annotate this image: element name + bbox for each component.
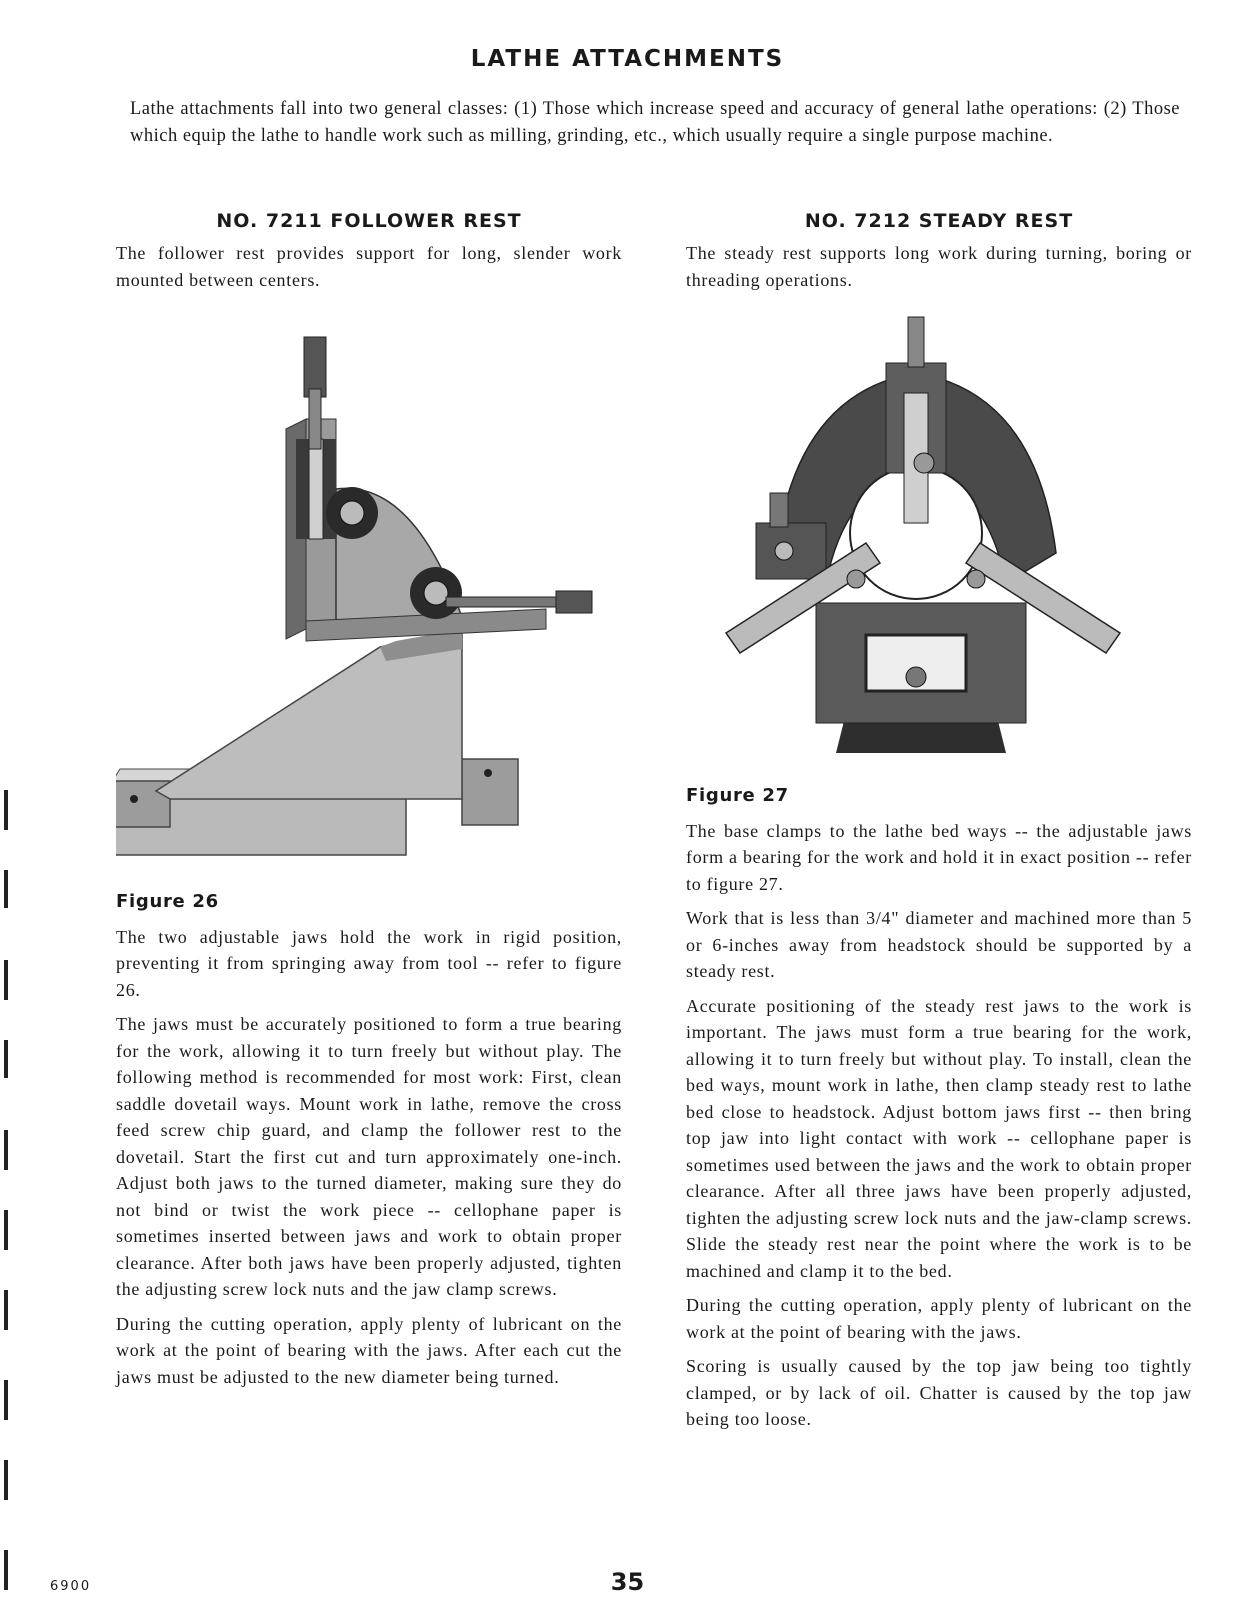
page-title: LATHE ATTACHMENTS [470, 46, 785, 72]
steady-rest-paragraph-1: The base clamps to the lathe bed ways -- the adjustable jaws form a bearing for the work and hold it in exact position -- refer to figure 27. [686, 820, 1192, 894]
scan-edge-mark [4, 1210, 8, 1250]
scan-edge-mark [4, 960, 8, 1000]
steady-rest-paragraph-2: Work that is less than 3/4" diameter and machined more than 5 or 6-inches away from headstock should be supported by a steady rest. [686, 908, 1192, 981]
intro-paragraph: Lathe attachments fall into two general classes: (1) Those which increase speed and accuracy of general lathe operations: (2) Those which equip the lathe to handle work such as milling, grinding, etc., which usually require a single purpose machine. [130, 99, 1180, 146]
scan-edge-mark [4, 1040, 8, 1078]
steady-rest-section [686, 210, 1192, 1441]
follower-rest-paragraph-2: The jaws must be accurately positioned to form a true bearing for the work, allowing it to turn freely but without play. The following method is recommended for most work: First, clean saddle dovetail ways. Mount work in lathe, remove the cross feed screw chip guard, and clamp the follower rest to the dovetail. Start the first cut and turn approximately one-inch. Adjust both jaws to the turned diameter, making sure they do not bind or twist the work piece -- cellophane paper is sometimes inserted between jaws and work to obtain proper clearance. After both jaws have been properly adjusted, tighten the adjusting screw lock nuts and the jaw clamp screws. [116, 1014, 622, 1299]
scan-edge-mark [4, 790, 8, 830]
steady-rest-heading: NO. 7212 STEADY REST [804, 210, 1074, 232]
steady-rest-lead: The steady rest supports long work during turning, boring or threading operations. [686, 243, 1192, 290]
follower-rest-paragraph-1: The two adjustable jaws hold the work in rigid position, preventing it from springing away from tool -- refer to figure 26. [116, 926, 622, 1000]
figure-26-caption: Figure 26 [116, 891, 219, 912]
follower-rest-figure [116, 329, 622, 889]
scan-edge-mark [4, 1130, 8, 1170]
follower-rest-paragraph-3: During the cutting operation, apply plenty of lubricant on the work at the point of bearing with the jaws. After each cut the jaws must be adjusted to the new diameter being turned. [116, 1313, 622, 1387]
scan-edge-mark [4, 870, 8, 908]
follower-rest-section [116, 210, 622, 1398]
footer-code: 6900 [50, 1579, 92, 1594]
scan-edge-mark [4, 1290, 8, 1330]
scan-edge-mark [4, 1380, 8, 1420]
steady-rest-paragraph-5: Scoring is usually caused by the top jaw being too tightly clamped, or by lack of oil. Chatter is caused by the top jaw being too loose. [686, 1356, 1192, 1429]
steady-rest-paragraph-4: During the cutting operation, apply plenty of lubricant on the work at the point of bearing with the jaws. [686, 1295, 1192, 1342]
steady-rest-paragraph-3: Accurate positioning of the steady rest jaws to the work is important. The jaws must form a true bearing for the work, allowing it to turn freely but without play. To install, clean the bed ways, mount work in lathe, then clamp steady rest to lathe bed close to headstock. Adjust bottom jaws first -- then bring top jaw into light contact with work -- cellophane paper is sometimes used between the jaws and the work to obtain proper clearance. After all three jaws have been properly adjusted, tighten the adjusting screw lock nuts and the jaw-clamp screws. Slide the steady rest near the point where the work is to be machined and clamp it to the bed. [686, 995, 1192, 1281]
steady-rest-illustration [686, 313, 1192, 783]
figure-27-caption: Figure 27 [686, 785, 789, 806]
follower-rest-lead: The follower rest provides support for long, slender work mounted between centers. [116, 243, 622, 290]
scan-edge-mark [4, 1460, 8, 1500]
follower-rest-heading: NO. 7211 FOLLOWER REST [216, 210, 522, 232]
follower-rest-illustration [116, 329, 622, 889]
page-number: 35 [610, 1568, 645, 1596]
steady-rest-figure [686, 313, 1192, 783]
